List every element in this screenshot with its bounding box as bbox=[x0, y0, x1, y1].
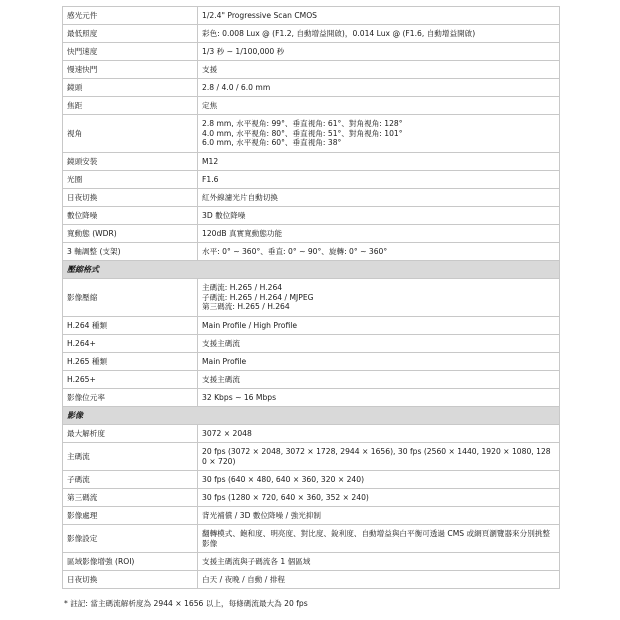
spec-value bbox=[198, 353, 560, 371]
spec-key: 子碼流 bbox=[63, 471, 198, 489]
spec-value bbox=[198, 489, 560, 507]
spec-row bbox=[63, 97, 560, 115]
spec-value-line: 彩色: 0.008 Lux @ (F1.2, 自動增益開啟)，0.014 Lux @ (F1.6, 自動增益開啟) bbox=[202, 28, 476, 38]
spec-key: 第三碼流 bbox=[63, 489, 198, 507]
spec-key: 日夜切換 bbox=[63, 189, 198, 207]
spec-value-line: 子碼流: H.265 / H.264 / MJPEG bbox=[202, 292, 314, 302]
spec-key: 影像處理 bbox=[63, 507, 198, 525]
spec-key: 最大解析度 bbox=[63, 425, 198, 443]
spec-row bbox=[63, 79, 560, 97]
spec-row bbox=[63, 153, 560, 171]
footnote: * 註記: 當主碼流解析度為 2944 × 1656 以上，每條碼流最大為 20 fps bbox=[64, 599, 308, 608]
spec-value-line: 1/2.4" Progressive Scan CMOS bbox=[202, 10, 317, 20]
section-header bbox=[63, 261, 560, 279]
spec-value-line: 翻轉模式、飽和度、明亮度、對比度、銳利度、自動增益與白平衡可透過 CMS 或網頁瀏覽器來分別挑整影像 bbox=[202, 528, 551, 548]
spec-row bbox=[63, 425, 560, 443]
spec-value-line: 30 fps (640 × 480, 640 × 360, 320 × 240) bbox=[202, 474, 365, 484]
spec-key: 快門速度 bbox=[63, 43, 198, 61]
spec-row bbox=[63, 279, 560, 317]
spec-key: 視角 bbox=[63, 115, 198, 153]
spec-row bbox=[63, 43, 560, 61]
spec-key: 鏡頭 bbox=[63, 79, 198, 97]
section-header bbox=[63, 407, 560, 425]
spec-row bbox=[63, 525, 560, 553]
spec-row bbox=[63, 553, 560, 571]
spec-key: H.264 種類 bbox=[63, 317, 198, 335]
spec-value-line: 水平: 0° ~ 360°、垂直: 0° ~ 90°、旋轉: 0° ~ 360° bbox=[202, 246, 388, 256]
spec-row bbox=[63, 571, 560, 589]
spec-value-line: 定焦 bbox=[202, 100, 218, 110]
spec-value bbox=[198, 97, 560, 115]
spec-value-line: 白天 / 夜晚 / 自動 / 排程 bbox=[202, 574, 285, 584]
spec-value bbox=[198, 389, 560, 407]
spec-value-line: 第三碼流: H.265 / H.264 bbox=[202, 302, 290, 312]
spec-key: 感光元件 bbox=[63, 7, 198, 25]
spec-key: 3 軸調整 (支架) bbox=[63, 243, 198, 261]
spec-row bbox=[63, 489, 560, 507]
spec-value-line: 4.0 mm, 水平視角: 80°、垂直視角: 51°、對角視角: 101° bbox=[202, 128, 403, 138]
spec-value-line: M12 bbox=[202, 156, 219, 166]
spec-row bbox=[63, 471, 560, 489]
spec-key: 影像設定 bbox=[63, 525, 198, 553]
spec-value-line: F1.6 bbox=[202, 174, 219, 184]
spec-row bbox=[63, 225, 560, 243]
spec-key: 日夜切換 bbox=[63, 571, 198, 589]
spec-row bbox=[63, 115, 560, 153]
spec-value bbox=[198, 207, 560, 225]
spec-value bbox=[198, 61, 560, 79]
spec-value-line: 120dB 真實寬動態功能 bbox=[202, 228, 283, 238]
spec-value bbox=[198, 153, 560, 171]
spec-row bbox=[63, 317, 560, 335]
spec-row bbox=[63, 61, 560, 79]
spec-key: 最低照度 bbox=[63, 25, 198, 43]
spec-value bbox=[198, 571, 560, 589]
spec-value-line: 6.0 mm, 水平視角: 60°、垂直視角: 38° bbox=[202, 138, 342, 148]
spec-key: 鏡頭安裝 bbox=[63, 153, 198, 171]
spec-key: H.264+ bbox=[63, 335, 198, 353]
spec-row bbox=[63, 207, 560, 225]
spec-value bbox=[198, 371, 560, 389]
spec-value bbox=[198, 189, 560, 207]
spec-value bbox=[198, 525, 560, 553]
spec-row bbox=[63, 171, 560, 189]
spec-row bbox=[63, 335, 560, 353]
spec-row bbox=[63, 389, 560, 407]
section-title: 影像 bbox=[63, 407, 560, 425]
spec-value-line: 32 Kbps ~ 16 Mbps bbox=[202, 392, 277, 402]
spec-value bbox=[198, 171, 560, 189]
spec-value-line: Main Profile bbox=[202, 356, 247, 366]
spec-key: 寬動態 (WDR) bbox=[63, 225, 198, 243]
spec-value-line: 支援 bbox=[202, 64, 218, 74]
spec-value-line: 3072 × 2048 bbox=[202, 428, 252, 438]
spec-key: 影像壓縮 bbox=[63, 279, 198, 317]
spec-value-line: 30 fps (1280 × 720, 640 × 360, 352 × 240) bbox=[202, 492, 369, 502]
spec-key: 慢速快門 bbox=[63, 61, 198, 79]
spec-key: 影像位元率 bbox=[63, 389, 198, 407]
spec-value-line: Main Profile / High Profile bbox=[202, 320, 298, 330]
spec-row bbox=[63, 7, 560, 25]
spec-key: H.265+ bbox=[63, 371, 198, 389]
spec-value bbox=[198, 7, 560, 25]
spec-key: 主碼流 bbox=[63, 443, 198, 471]
spec-value bbox=[198, 507, 560, 525]
spec-value bbox=[198, 553, 560, 571]
spec-value bbox=[198, 43, 560, 61]
spec-key: H.265 種類 bbox=[63, 353, 198, 371]
spec-row bbox=[63, 25, 560, 43]
spec-value bbox=[198, 443, 560, 471]
spec-value bbox=[198, 317, 560, 335]
spec-value-line: 支援主碼流 bbox=[202, 374, 240, 384]
spec-value-line: 支援主碼流 bbox=[202, 338, 240, 348]
spec-value bbox=[198, 425, 560, 443]
spec-key: 區域影像增強 (ROI) bbox=[63, 553, 198, 571]
spec-value bbox=[198, 243, 560, 261]
spec-key: 數位降噪 bbox=[63, 207, 198, 225]
spec-value-line: 20 fps (3072 × 2048, 3072 × 1728, 2944 × 1656), 30 fps (2560 × 1440, 1920 × 1080, 1280 × 720) bbox=[202, 446, 551, 466]
spec-value-line: 2.8 / 4.0 / 6.0 mm bbox=[202, 82, 271, 92]
spec-value bbox=[198, 335, 560, 353]
spec-value bbox=[198, 25, 560, 43]
spec-value bbox=[198, 115, 560, 153]
spec-key: 焦距 bbox=[63, 97, 198, 115]
spec-row bbox=[63, 371, 560, 389]
spec-value-line: 紅外線濾光片自動切換 bbox=[202, 192, 278, 202]
spec-row bbox=[63, 507, 560, 525]
spec-row bbox=[63, 189, 560, 207]
spec-value bbox=[198, 225, 560, 243]
spec-table bbox=[62, 6, 560, 589]
spec-value-line: 1/3 秒 ~ 1/100,000 秒 bbox=[202, 46, 285, 56]
spec-row bbox=[63, 443, 560, 471]
spec-value bbox=[198, 471, 560, 489]
spec-key: 光圈 bbox=[63, 171, 198, 189]
spec-value bbox=[198, 79, 560, 97]
spec-row bbox=[63, 353, 560, 371]
spec-value-line: 3D 數位降噪 bbox=[202, 210, 246, 220]
spec-row bbox=[63, 243, 560, 261]
spec-value-line: 支援主碼流與子碼流各 1 個區域 bbox=[202, 556, 311, 566]
spec-value-line: 2.8 mm, 水平視角: 99°、垂直視角: 61°、對角視角: 128° bbox=[202, 119, 403, 129]
spec-value-line: 背光補償 / 3D 數位降噪 / 強光抑制 bbox=[202, 510, 321, 520]
spec-value bbox=[198, 279, 560, 317]
spec-value-line: 主碼流: H.265 / H.264 bbox=[202, 283, 283, 293]
section-title: 壓縮格式 bbox=[63, 261, 560, 279]
